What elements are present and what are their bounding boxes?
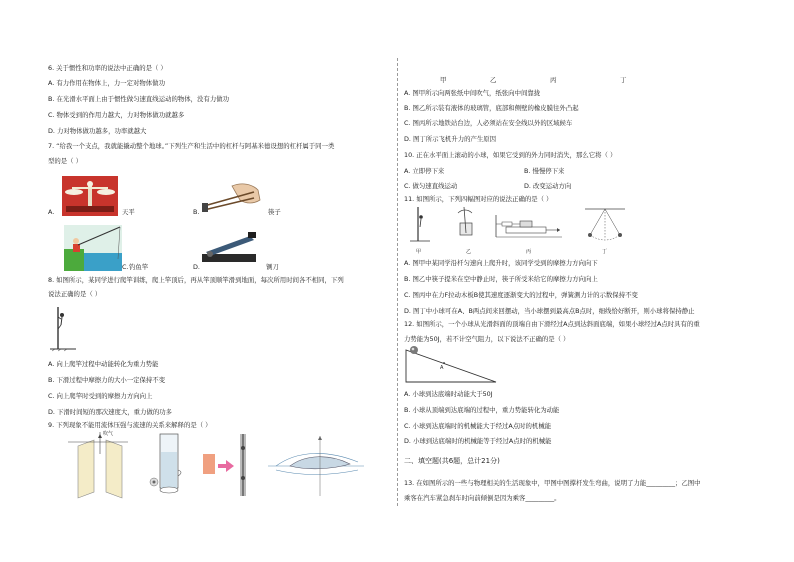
q7-option-d-letter: D. [193, 263, 200, 271]
q10-option-b: B. 慢慢停下来 [524, 167, 565, 175]
q9-fig-jia [68, 432, 128, 498]
q9-option-a: A. 图甲所示向两张纸中间吹气，纸张向中间靠拢 [404, 89, 541, 97]
q9-option-d: D. 图丁所示飞机升力的产生原因 [404, 135, 497, 143]
q9-label-ding: 丁 [620, 76, 627, 84]
pole-climbing-figure [50, 305, 76, 353]
section-fill-in-heading: 二、填空题(共6题，总计21分) [404, 457, 500, 465]
q12-point-a-label: A [440, 365, 444, 371]
q11-label-yi: 乙 [466, 249, 472, 255]
q7-option-b-label: 筷子 [268, 208, 281, 216]
q13-line1: 13. 在如图所示的一些与物理相关的生活现象中，甲图中图撑杆发生弯曲，说明了力能_________；乙图中 [404, 479, 701, 487]
q9-option-b: B. 图乙所示装有液体的玻璃管，底部和侧壁的橡皮膜往外凸起 [404, 104, 579, 112]
q7-stem-line1: 7. “给我一个支点，我就能撬动整个地球。”下列生产和生活中的杠杆与阿基米德设想的杠杆属于同一类 [48, 142, 335, 150]
q9-fig-ding [268, 436, 364, 496]
q9-figure-strip [68, 430, 368, 500]
balance-scale-image [62, 176, 118, 216]
q11-option-d: D. 图丁中小球可在A、B两点间来回摆动，当小球摆到最高点B点时，细线恰好断开，则小球将保持静止 [404, 307, 695, 315]
q8-option-b: B. 下滑过程中摩擦力的大小一定保持不变 [48, 376, 166, 384]
q12-option-a: A. 小球到达底端时动能大于50J [404, 390, 493, 398]
q9-fig-yi [150, 434, 181, 493]
q9-option-c: C. 图丙所示地铁站台边，人必须站在安全线以外的区域候车 [404, 119, 573, 127]
q13-line2: 乘客在汽车紧急刹车时向前倾倒是因为乘客_________。 [404, 494, 561, 502]
q11-option-a: A. 图甲中某同学沿杆匀速向上爬升时，该同学受到的摩擦力方向向下 [404, 259, 598, 267]
guillotine-cutter-image [200, 228, 262, 268]
q10-stem: 10. 正在水平面上滚动的小球，如果它受到的外力同时消失，那么它将（ ） [404, 151, 617, 159]
fishing-rod-image [64, 225, 122, 271]
q7-option-b-letter: B. [193, 208, 200, 216]
q12-stem-line2: 力势能为50J，若不计空气阻力，以下说法不正确的是（ ） [404, 335, 570, 343]
q6-stem: 6. 关于惯性和功率的说法中正确的是（ ） [48, 64, 167, 72]
q12-option-b: B. 小球从顶端到达底端的过程中，重力势能转化为动能 [404, 406, 560, 414]
q11-label-bing: 丙 [526, 249, 532, 255]
q8-option-c: C. 向上爬竿时受到的摩擦力方向向上 [48, 392, 153, 400]
q6-option-c: C. 物体受到的作用力越大，力对物体做功就越多 [48, 111, 185, 119]
q8-stem-line1: 8. 如图所示，某同学进行爬竿训练，爬上竿顶后，再从竿顶顺竿滑到地面，每次所用时间各不相同，下列 [48, 276, 344, 284]
column-divider [397, 58, 398, 506]
q7-option-d-label: 铡刀 [266, 263, 279, 271]
q10-option-c: C. 做匀速直线运动 [404, 182, 458, 190]
q11-option-c: C. 图丙中在力F拉动木板B使其速度逐渐变大的过程中，弹簧测力计的示数保持不变 [404, 291, 638, 299]
q9-blow-label: 吹气 [103, 431, 114, 437]
q12-stem-line1: 12. 如图所示，一个小球从光滑斜面的顶端自由下滑经过A点到达斜面底端，如果小球经过A点时具有的重 [404, 320, 700, 328]
q12-option-d: D. 小球到达底端时的机械能等于经过A点时的机械能 [404, 437, 552, 445]
q10-option-d: D. 改变运动方向 [524, 182, 572, 190]
q9-fig-bing [203, 434, 246, 496]
q8-stem-line2: 说法正确的是（ ） [48, 290, 102, 298]
q11-option-b: B. 图乙中筷子提米在空中静止时，筷子所受米给它的摩擦力方向向上 [404, 275, 598, 283]
q9-stem: 9. 下列现象不能用流体压强与流速的关系来解释的是（ ） [48, 421, 212, 429]
incline-ball-figure [404, 346, 498, 386]
q9-label-bing: 丙 [550, 76, 557, 84]
q8-option-d: D. 下滑时间短的那次速度大，重力做的功多 [48, 408, 173, 416]
q7-option-c-letter: C. [122, 263, 129, 271]
q6-option-d: D. 力对物体做功越多，功率就越大 [48, 127, 147, 135]
q11-label-jia: 甲 [416, 249, 422, 255]
q7-option-c-label: 钓鱼竿 [129, 263, 149, 271]
q10-option-a: A. 立即停下来 [404, 167, 445, 175]
q6-option-a: A. 有力作用在物体上，力一定对物体做功 [48, 79, 165, 87]
q11-label-ding: 丁 [602, 249, 608, 255]
q11-stem: 11. 如图所示，下列四幅图对应的说法正确的是（ ） [404, 195, 553, 203]
q9-label-jia: 甲 [440, 76, 447, 84]
q12-option-c: C. 小球到达底端时的机械能大于经过A点时的机械能 [404, 422, 552, 430]
q6-option-b: B. 在光滑水平面上由于惯性做匀速直线运动的物体，没有力做功 [48, 95, 229, 103]
q8-option-a: A. 向上爬竿过程中动能转化为重力势能 [48, 360, 159, 368]
q7-option-a-letter: A. [48, 208, 55, 216]
q11-figure-strip [410, 205, 635, 249]
q7-stem-line2: 型的是（ ） [48, 157, 82, 165]
chopsticks-image [202, 180, 264, 214]
q9-label-yi: 乙 [490, 76, 497, 84]
q7-option-a-label: 天平 [122, 208, 135, 216]
